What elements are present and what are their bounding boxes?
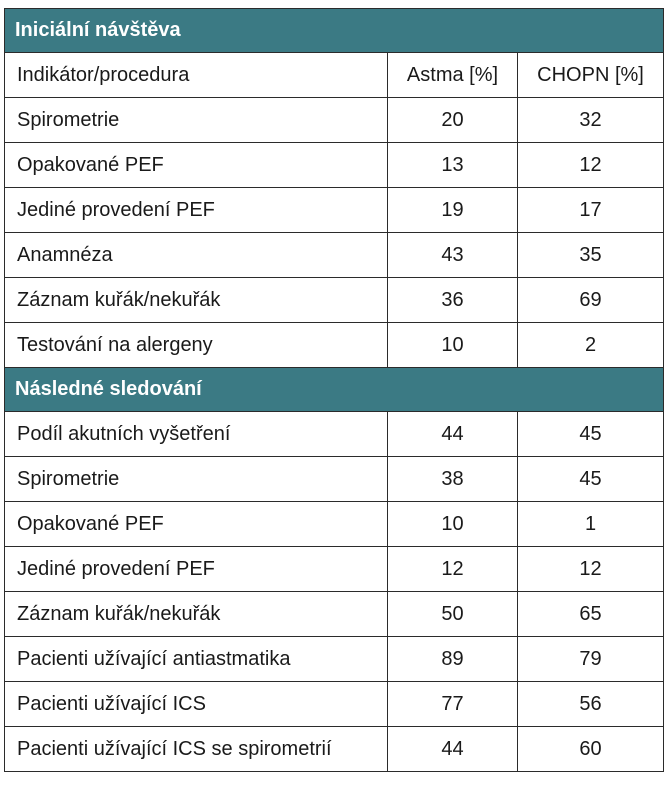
chopn-value: 60 (518, 727, 664, 772)
astma-value: 13 (388, 143, 518, 188)
chopn-value: 45 (518, 412, 664, 457)
astma-value: 38 (388, 457, 518, 502)
table-row (5, 727, 664, 772)
row-label: Pacienti užívající ICS se spirometrií (5, 727, 388, 772)
table-row (5, 143, 664, 188)
table-row (5, 592, 664, 637)
row-label: Jediné provedení PEF (5, 547, 388, 592)
chopn-value: 12 (518, 547, 664, 592)
column-header-indicator: Indikátor/procedura (5, 53, 388, 98)
indicator-table (4, 8, 664, 772)
astma-value: 19 (388, 188, 518, 233)
astma-value: 36 (388, 278, 518, 323)
section-title: Následné sledování (5, 368, 664, 412)
row-label: Podíl akutních vyšetření (5, 412, 388, 457)
chopn-value: 12 (518, 143, 664, 188)
row-label: Pacienti užívající antiastmatika (5, 637, 388, 682)
column-header-row (5, 53, 664, 98)
row-label: Testování na alergeny (5, 323, 388, 368)
section-title: Iniciální návštěva (5, 9, 664, 53)
table-row (5, 547, 664, 592)
table-row (5, 502, 664, 547)
table-row (5, 323, 664, 368)
chopn-value: 1 (518, 502, 664, 547)
row-label: Záznam kuřák/nekuřák (5, 592, 388, 637)
table-row (5, 412, 664, 457)
astma-value: 43 (388, 233, 518, 278)
chopn-value: 17 (518, 188, 664, 233)
chopn-value: 79 (518, 637, 664, 682)
table-row (5, 457, 664, 502)
astma-value: 20 (388, 98, 518, 143)
table-row (5, 233, 664, 278)
column-header-astma: Astma [%] (388, 53, 518, 98)
table-row (5, 637, 664, 682)
row-label: Opakované PEF (5, 143, 388, 188)
section-header-initial (5, 9, 664, 53)
row-label: Pacienti užívající ICS (5, 682, 388, 727)
row-label: Anamnéza (5, 233, 388, 278)
row-label: Jediné provedení PEF (5, 188, 388, 233)
section-header-followup (5, 368, 664, 412)
table-row (5, 188, 664, 233)
table-row (5, 278, 664, 323)
row-label: Spirometrie (5, 98, 388, 143)
table-row (5, 682, 664, 727)
astma-value: 44 (388, 727, 518, 772)
astma-value: 10 (388, 323, 518, 368)
row-label: Záznam kuřák/nekuřák (5, 278, 388, 323)
chopn-value: 69 (518, 278, 664, 323)
chopn-value: 32 (518, 98, 664, 143)
astma-value: 50 (388, 592, 518, 637)
chopn-value: 45 (518, 457, 664, 502)
astma-value: 77 (388, 682, 518, 727)
table-row (5, 98, 664, 143)
row-label: Opakované PEF (5, 502, 388, 547)
chopn-value: 65 (518, 592, 664, 637)
astma-value: 89 (388, 637, 518, 682)
row-label: Spirometrie (5, 457, 388, 502)
chopn-value: 35 (518, 233, 664, 278)
chopn-value: 2 (518, 323, 664, 368)
astma-value: 10 (388, 502, 518, 547)
column-header-chopn: CHOPN [%] (518, 53, 664, 98)
astma-value: 12 (388, 547, 518, 592)
chopn-value: 56 (518, 682, 664, 727)
astma-value: 44 (388, 412, 518, 457)
